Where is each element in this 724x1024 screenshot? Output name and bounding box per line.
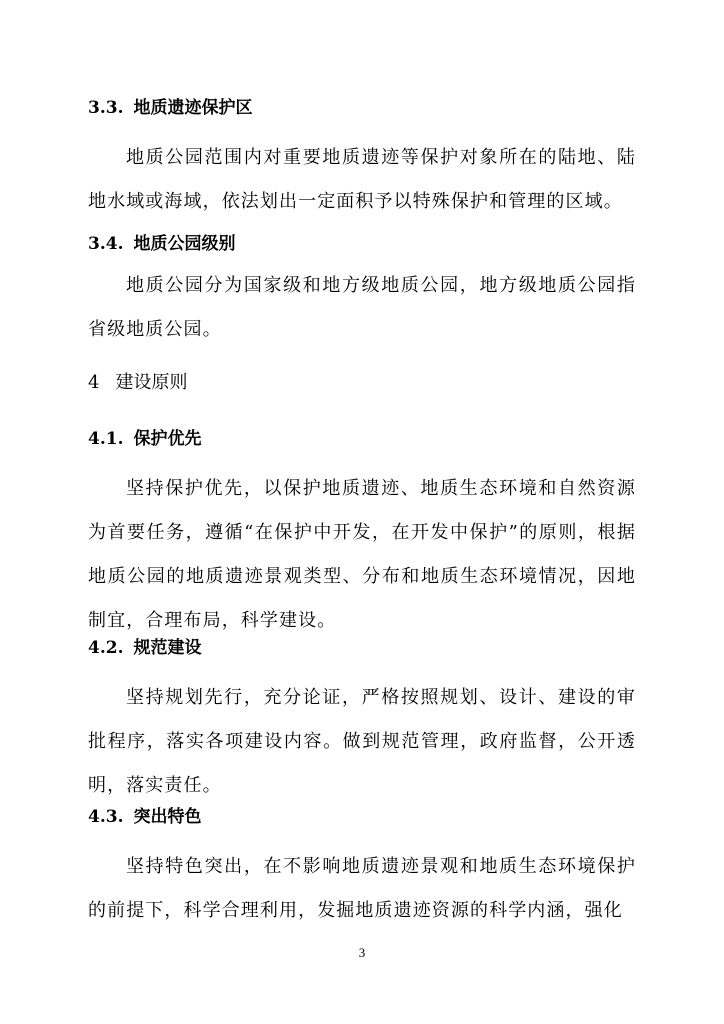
chapter-title: 建设原则 [115,372,188,393]
section-body-4-3: 坚持特色突出，在不影响地质遗迹景观和地质生态环境保护的前提下，科学合理利用，发掘地质遗迹资源的科学内涵，强化 [88,856,636,921]
section-title: 地质遗迹保护区 [133,98,253,118]
section-heading-4-2 [88,637,202,659]
section-number: 3.4. [88,234,124,254]
section-title: 规范建设 [133,638,202,658]
section-heading-4-1 [88,428,202,450]
section-body-4-1: 坚持保护优先，以保护地质遗迹、地质生态环境和自然资源为首要任务，遵循“在保护中开发，在开发中保护”的原则，根据地质公园的地质遗迹景观类型、分布和地质生态环境情况，因地制宜，合理布局，科学建设。 [88,478,636,631]
section-number: 4.1. [88,429,124,449]
section-number: 3.3. [88,98,124,118]
section-number: 4.3. [88,807,124,827]
section-heading-3-4 [88,233,236,255]
chapter-number: 4 [88,372,100,393]
section-title: 突出特色 [133,807,202,827]
section-heading-3-3 [88,97,253,119]
section-number: 4.2. [88,638,124,658]
section-title: 地质公园级别 [133,234,236,254]
chapter-heading-4 [88,372,187,394]
section-body-4-2: 坚持规划先行，充分论证，严格按照规划、设计、建设的审批程序，落实各项建设内容。做到规范管理，政府监督，公开透明，落实责任。 [88,687,636,796]
section-title: 保护优先 [133,429,202,449]
section-body-3-3: 地质公园范围内对重要地质遗迹等保护对象所在的陆地、陆地水域或海域，依法划出一定面积予以特殊保护和管理的区域。 [88,147,636,212]
page-number: 3 [358,945,366,960]
section-body-3-4: 地质公园分为国家级和地方级地质公园，地方级地质公园指省级地质公园。 [88,275,636,340]
section-heading-4-3 [88,806,202,828]
